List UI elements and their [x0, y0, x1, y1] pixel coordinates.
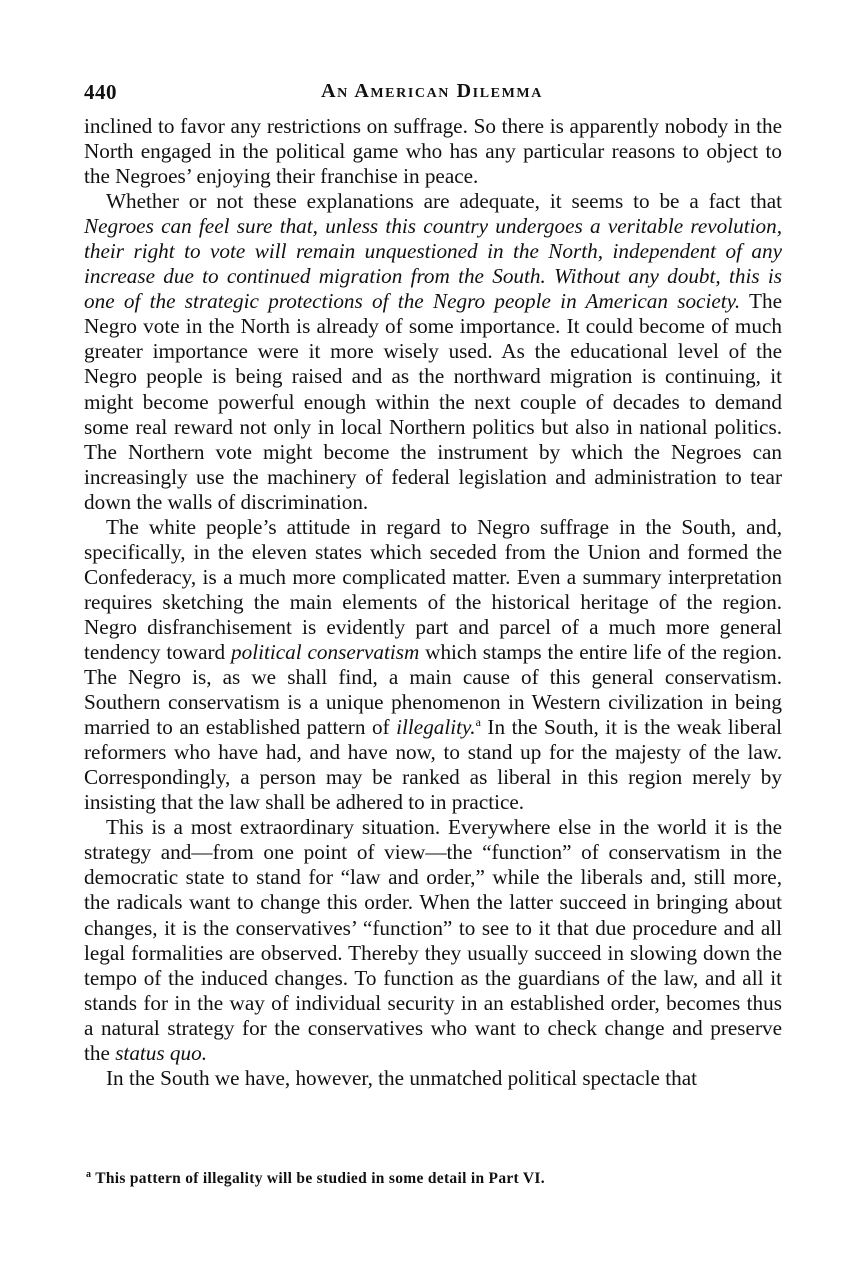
paragraph: [84, 189, 782, 515]
body-text: [84, 114, 782, 1091]
paragraph: [84, 114, 782, 189]
footnote-text: This pattern of illegality will be studied in some detail in Part VI.: [95, 1170, 545, 1187]
footnote-reference: a: [475, 715, 481, 730]
text-span: The Negro vote in the North is already of some importance. It could become of much greater importance were it more wisely used. As the educational level of the Negro people is being raised and as the northward migration is continuing, it might become powerful enough within the next couple of decades to demand some real reward not only in local Northern politics but also in national politics. The Northern vote might become the instrument by which the Negroes can increasingly use the machinery of federal legislation and administration to tear down the walls of discrimination.: [84, 289, 782, 514]
text-span: In the South, it is the weak liberal reformers who have had, and have now, to stand up for the majesty of the law. Correspondingly, a person may be ranked as liberal in this region merely by insisting that the law shall be adhered to in practice.: [84, 715, 782, 815]
italic-span: Negroes can feel sure that, unless this country undergoes a veritable revolution, their right to vote will remain unquestioned in the North, independent of any increase due to continued migration from the South. Without any doubt, this is one of the strategic protections of the Negro people in American society.: [84, 214, 782, 314]
italic-span: illegality.: [396, 715, 476, 740]
paragraph: [84, 815, 782, 1065]
page-number: 440: [84, 80, 117, 104]
running-title: An American Dilemma: [321, 80, 543, 102]
text-span: Whether or not these explanations are adequate, it seems to be a fact that: [106, 189, 782, 214]
italic-span: political conservatism: [231, 639, 420, 664]
paragraph: [84, 515, 782, 816]
footnote: [86, 1170, 782, 1188]
footnote-marker: a: [86, 1168, 92, 1180]
paragraph: [84, 1066, 782, 1091]
text-span: inclined to favor any restrictions on suffrage. So there is apparently nobody in the North engaged in the political game who has any particular reasons to object to the Negroes’ enjoying their franchise in peace.: [84, 114, 782, 189]
italic-span: status quo.: [115, 1040, 208, 1065]
text-span: This is a most extraordinary situation. Everywhere else in the world it is the strategy and—from one point of view—the “function” of conservatism in the democratic state to stand for “law and order,” while the liberals and, still more, the radicals want to change this order. When the latter succeed in bringing about changes, it is the conservatives’ “function” to see to it that due procedure and all legal formalities are observed. Thereby they usually succeed in slowing down the tempo of the induced changes. To function as the guardians of the law, and all it stands for in the way of individual security in an established order, becomes thus a natural strategy for the conservatives who want to check change and preserve the: [84, 815, 782, 1065]
text-span: which stamps the entire life of the region. The Negro is, as we shall find, a main cause of this general conservatism. Southern conservatism is a unique phenomenon in Western civilization in being married to an established pattern of: [84, 639, 783, 740]
text-span: In the South we have, however, the unmatched political spectacle that: [106, 1065, 698, 1090]
text-span: The white people’s attitude in regard to Negro suffrage in the South, and, specifically, in the eleven states which seceded from the Union and formed the Confederacy, is a much more complicated matter. Even a summary interpretation requires sketching the main elements of the historical heritage of the region. Negro disfranchisement is evidently part and parcel of a much more general tendency toward: [84, 514, 782, 664]
page-header: [84, 80, 780, 108]
